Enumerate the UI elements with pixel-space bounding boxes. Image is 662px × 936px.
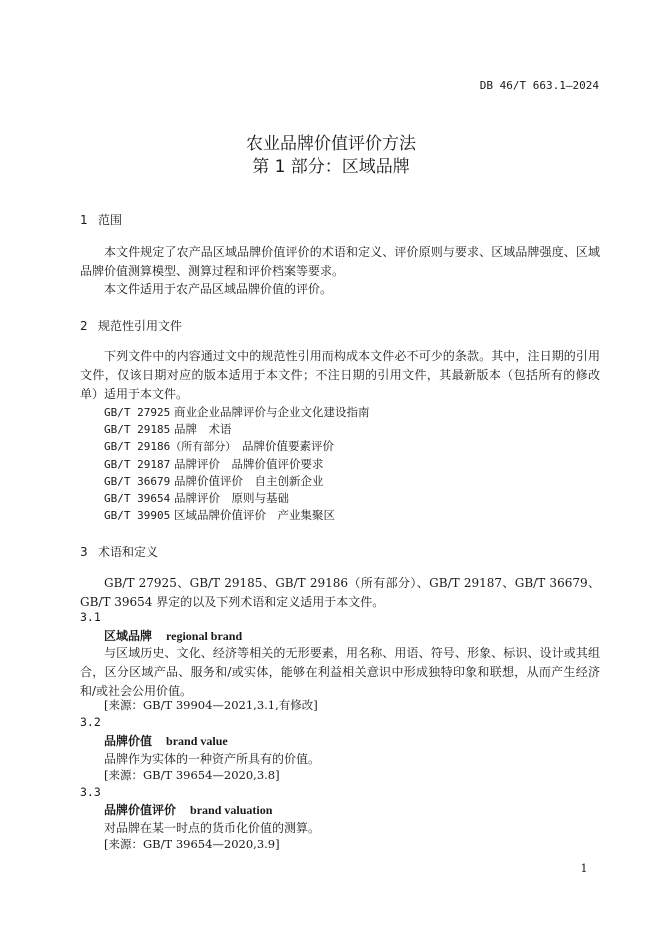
term-heading: 品牌价值 brand value [104,734,228,748]
document-title: 农业品牌价值评价方法 [246,134,416,154]
section-1-heading [80,211,122,228]
reference-item: GB/T 39905 区域品牌价值评价 产业集聚区 [104,508,335,522]
page-number: 1 [580,862,588,875]
reference-item: GB/T 29185 品牌 术语 [104,422,232,436]
references-intro: 下列文件中的内容通过文中的规范性引用而构成本文件必不可少的条款。其中，注日期的引用文件，仅该日期对应的版本适用于本文件；不注日期的引用文件，其最新版本（包括所有的修改单）适用于本文件。 [80,349,600,401]
section-number: 2 [80,319,88,333]
reference-item: GB/T 36679 品牌价值评价 自主创新企业 [104,474,324,488]
term-source: [来源：GB/T 39654—2020,3.9] [104,837,280,851]
term-heading: 区域品牌 regional brand [104,629,243,643]
document-id: DB 46/T 663.1—2024 [479,79,599,92]
reference-item: GB/T 39654 品牌评价 原则与基础 [104,491,289,505]
term-definition: 与区域历史、文化、经济等相关的无形要素，用名称、用语、符号、形象、标识、设计或其组合，区分区域产品、服务和/或实体，能够在利益相关意识中形成独特印象和联想，从而产生经济和/或社会公用价值。 [80,646,600,698]
section-2-heading [80,317,182,334]
section-title: 范围 [98,213,123,227]
term-number: 3.1 [80,610,101,624]
scope-paragraph: 本文件规定了农产品区域品牌价值评价的术语和定义、评价原则与要求、区域品牌强度、区域品牌价值测算模型、测算过程和评价档案等要求。 [80,245,600,278]
reference-item: GB/T 29187 品牌评价 品牌价值评价要求 [104,457,324,471]
scope-applicability: 本文件适用于农产品区域品牌价值的评价。 [104,282,333,296]
section-3-heading [80,543,158,560]
document-subtitle: 第 1 部分：区域品牌 [252,157,410,177]
term-number: 3.3 [80,785,101,799]
section-number: 3 [80,545,88,559]
term-source: [来源：GB/T 39904—2021,3.1,有修改] [104,698,318,712]
term-definition: 品牌作为实体的一种资产所具有的价值。 [104,752,321,766]
reference-item: GB/T 27925 商业企业品牌评价与企业文化建设指南 [104,405,370,419]
term-definition: 对品牌在某一时点的货币化价值的测算。 [104,821,321,835]
term-number: 3.2 [80,715,101,729]
reference-item: GB/T 29186（所有部分） 品牌价值要素评价 [104,439,334,453]
term-source: [来源：GB/T 39654—2020,3.8] [104,768,280,782]
terms-intro: GB/T 27925、GB/T 29185、GB/T 29186（所有部分）、GB/T 29187、GB/T 36679、GB/T 39654 界定的以及下列术语和定义适用于本文件。 [80,576,600,609]
section-title: 术语和定义 [98,545,159,559]
section-number: 1 [80,213,88,227]
section-title: 规范性引用文件 [98,319,183,333]
term-heading: 品牌价值评价 brand valuation [104,803,273,817]
